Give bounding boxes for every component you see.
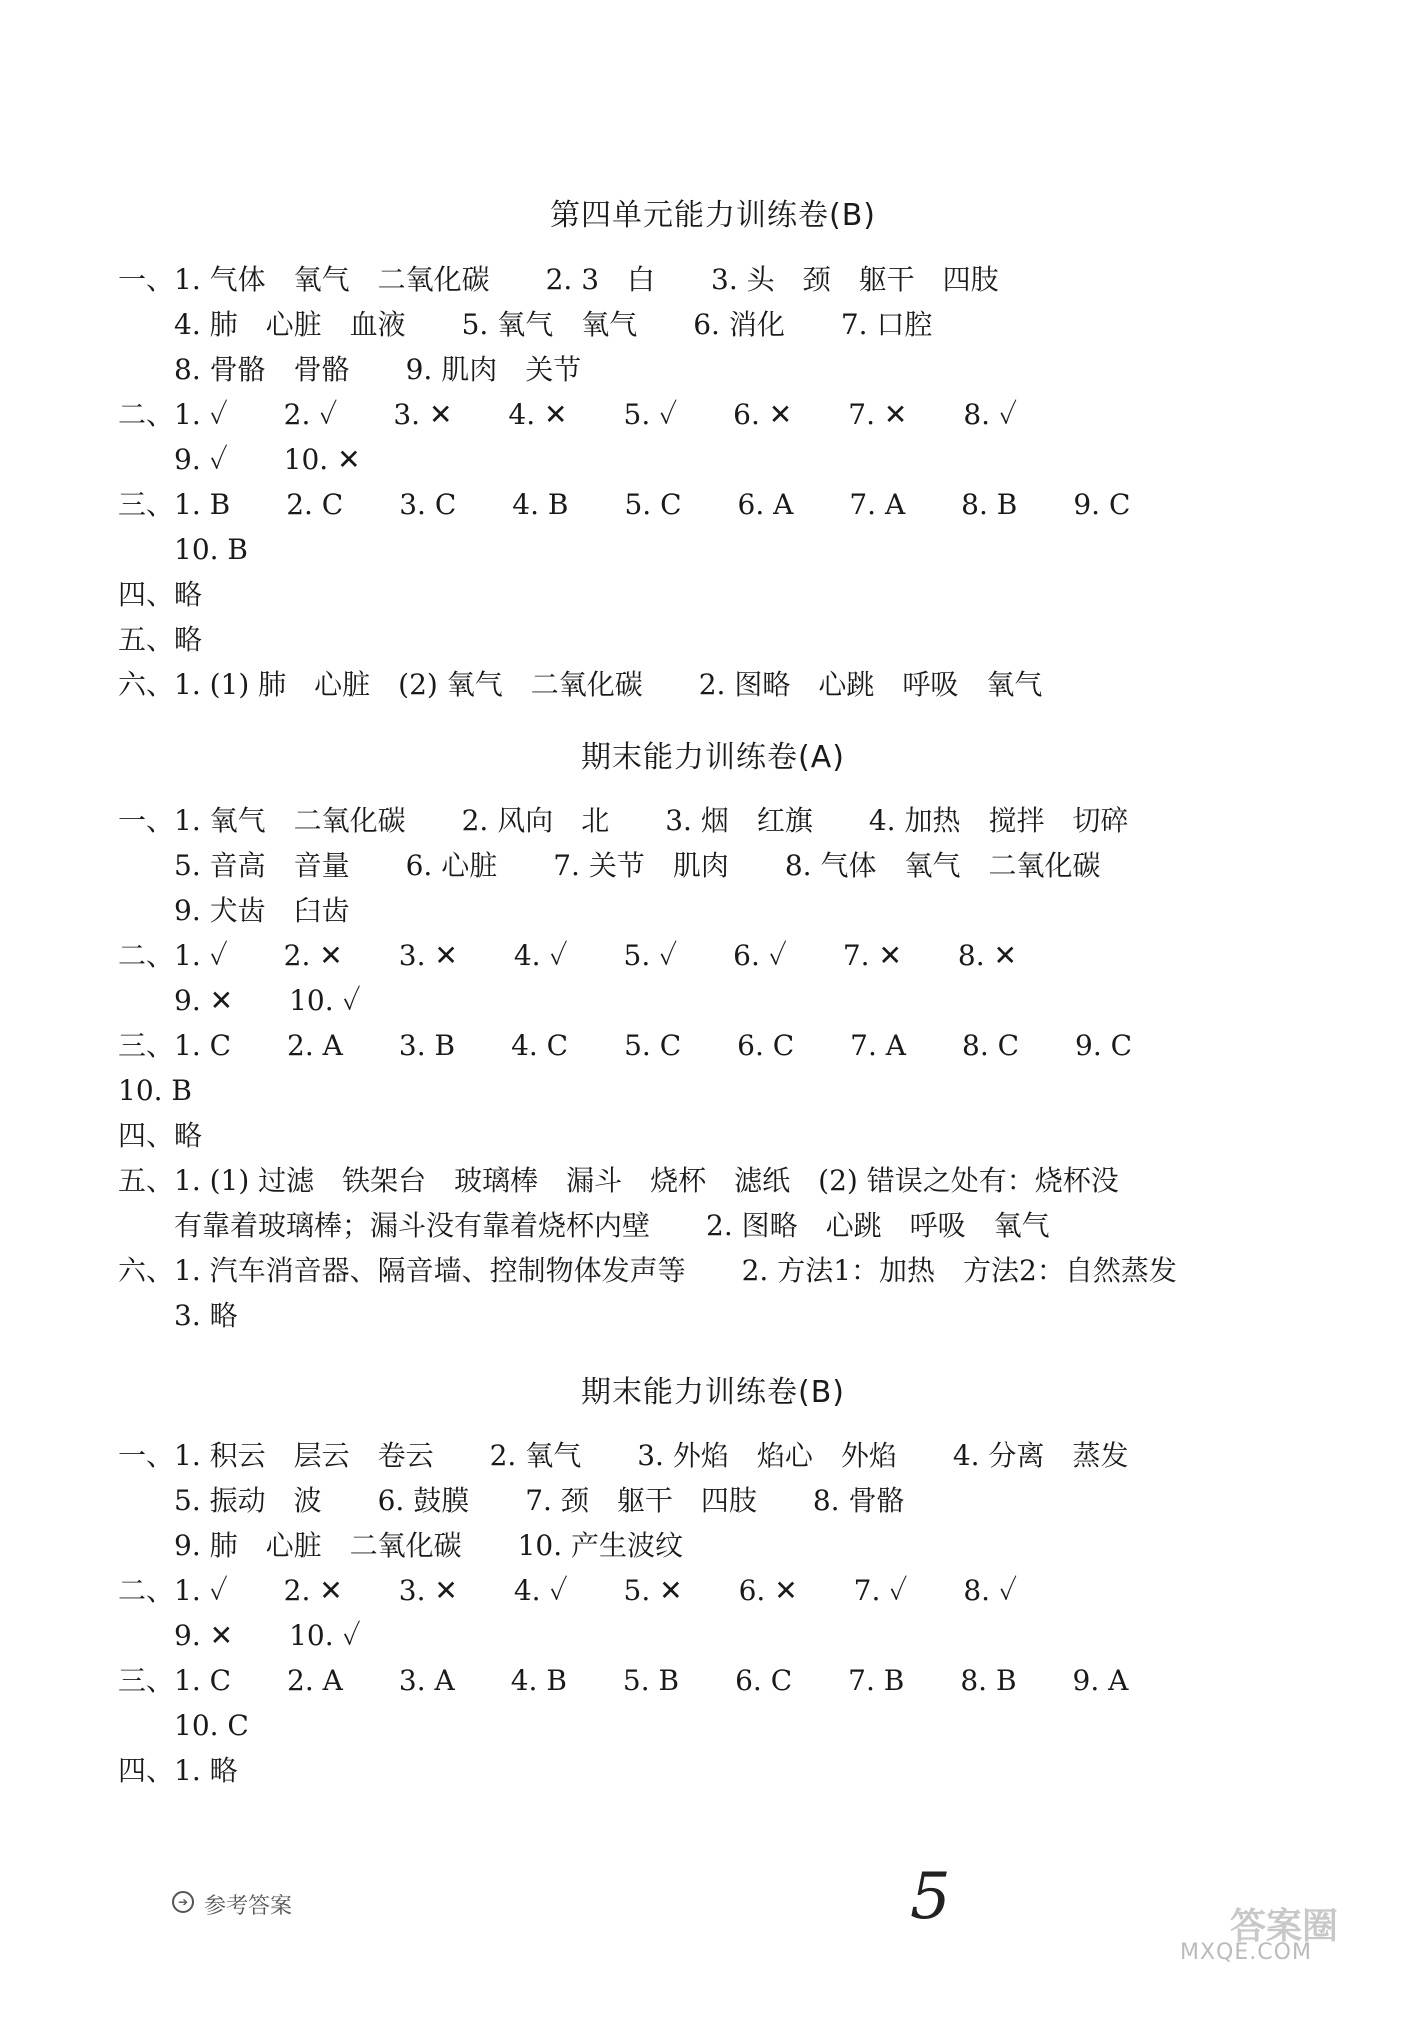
answer-line: 10. C [118,1709,249,1742]
answer-line: 六、1. (1) 肺 心脏 (2) 氧气 二氧化碳 2. 图略 心跳 呼吸 氧气 [118,668,1043,701]
answer-line: 二、1. ✓ 2. ✓ 3. ✕ 4. ✕ 5. ✓ 6. ✕ 7. ✕ 8. ✓ [118,398,1018,431]
answer-line: 三、1. B 2. C 3. C 4. B 5. C 6. A 7. A 8. B 9. C [118,488,1131,521]
answer-line: 四、略 [118,1119,203,1152]
answer-line: 9. 肺 心脏 二氧化碳 10. 产生波纹 [118,1529,684,1562]
section-title: 第四单元能力训练卷(B) [550,198,876,233]
answer-line: 五、略 [118,623,203,656]
answer-line: 9. ✓ 10. ✕ [118,443,361,476]
answer-line: 10. B [118,1074,193,1107]
answer-line: 三、1. C 2. A 3. A 4. B 5. B 6. C 7. B 8. B 9. A [118,1664,1129,1697]
answer-line: 5. 振动 波 6. 鼓膜 7. 颈 躯干 四肢 8. 骨骼 [118,1484,905,1517]
answer-line: 一、1. 气体 氧气 二氧化碳 2. 3 白 3. 头 颈 躯干 四肢 [118,263,999,296]
answer-line: 一、1. 积云 层云 卷云 2. 氧气 3. 外焰 焰心 外焰 4. 分离 蒸发 [118,1439,1129,1472]
answer-line: 一、1. 氧气 二氧化碳 2. 风向 北 3. 烟 红旗 4. 加热 搅拌 切碎 [118,804,1129,837]
answer-line: 有靠着玻璃棒；漏斗没有靠着烧杯内壁 2. 图略 心跳 呼吸 氧气 [118,1209,1050,1242]
answer-line: 8. 骨骼 骨骼 9. 肌肉 关节 [118,353,582,386]
handwritten-page-number: 5 [910,1860,951,1934]
answer-line: 10. B [118,533,249,566]
footer-label: 参考答案 [204,1894,293,1919]
answer-line: 9. 犬齿 臼齿 [118,894,350,927]
answer-line: 4. 肺 心脏 血液 5. 氧气 氧气 6. 消化 7. 口腔 [118,308,933,341]
watermark-logo: 答案圈 [1230,1906,1339,1947]
answer-line: 9. ✕ 10. ✓ [118,984,361,1017]
watermark-text: MXQE.COM [1180,1940,1312,1965]
answer-line: 四、略 [118,578,203,611]
answer-line: 二、1. ✓ 2. ✕ 3. ✕ 4. ✓ 5. ✓ 6. ✓ 7. ✕ 8. ✕ [118,939,1018,972]
answer-line: 四、1. 略 [118,1754,238,1787]
answer-line: 二、1. ✓ 2. ✕ 3. ✕ 4. ✓ 5. ✕ 6. ✕ 7. ✓ 8. ✓ [118,1574,1018,1607]
answer-line: 3. 略 [118,1299,238,1332]
section-title: 期末能力训练卷(B) [581,1375,845,1410]
arrow-circle-icon: ➔ [172,1891,194,1913]
answer-line: 三、1. C 2. A 3. B 4. C 5. C 6. C 7. A 8. C 9. C [118,1029,1133,1062]
answer-line: 9. ✕ 10. ✓ [118,1619,361,1652]
section-title: 期末能力训练卷(A) [581,740,845,775]
answer-line: 五、1. (1) 过滤 铁架台 玻璃棒 漏斗 烧杯 滤纸 (2) 错误之处有：烧杯没 [118,1164,1119,1197]
answer-line: 5. 音高 音量 6. 心脏 7. 关节 肌肉 8. 气体 氧气 二氧化碳 [118,849,1101,882]
answer-line: 六、1. 汽车消音器、隔音墙、控制物体发声等 2. 方法1：加热 方法2：自然蒸发 [118,1254,1177,1287]
